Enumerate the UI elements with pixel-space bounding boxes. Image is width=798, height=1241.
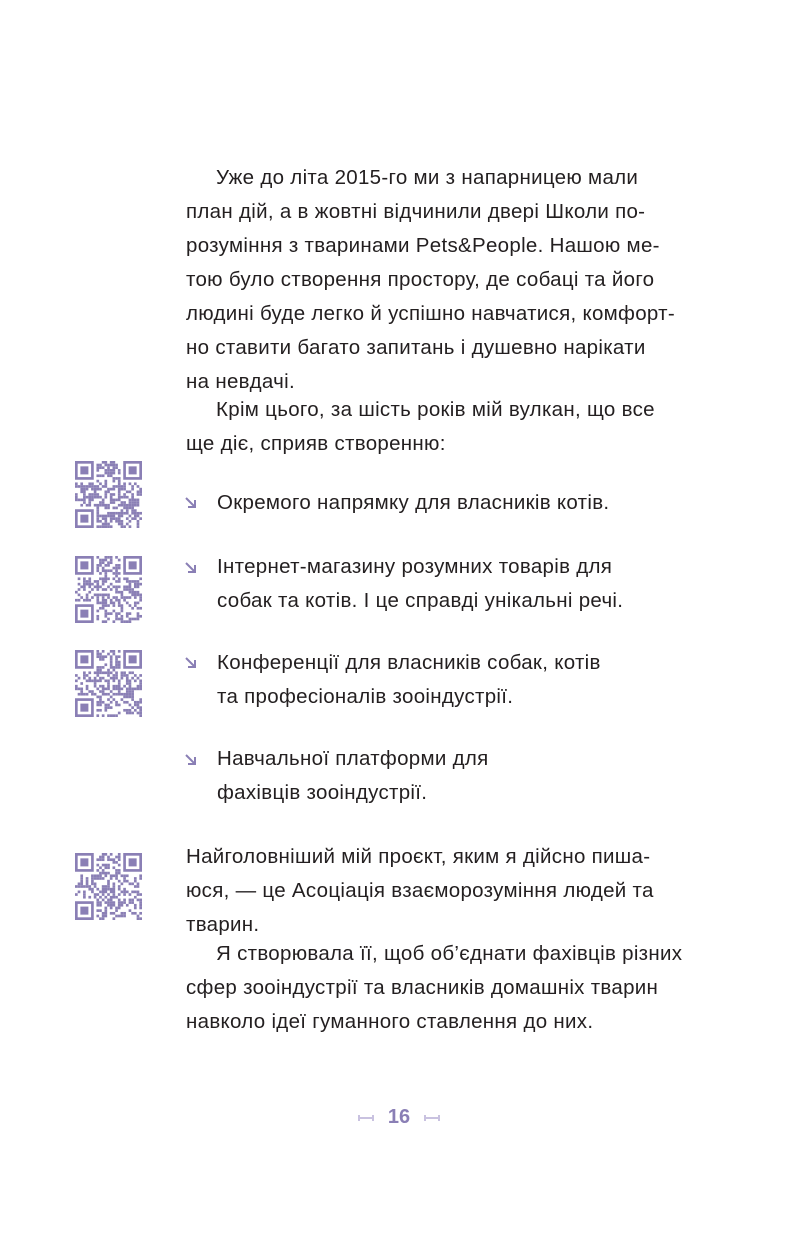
text-line: план дій, а в жовтні відчинили двері Школи по- bbox=[186, 200, 646, 223]
text-line: ще діє, сприяв створенню: bbox=[186, 432, 446, 455]
list-item-text: фахівців зооіндустрії. bbox=[217, 781, 428, 804]
list-item-text: Окремого напрямку для власників котів. bbox=[217, 491, 610, 514]
arrow-down-right-icon bbox=[184, 753, 198, 767]
list-item-text: Інтернет-магазину розумних товарів для bbox=[217, 555, 613, 578]
text-line: людині буде легко й успішно навчатися, комфорт- bbox=[186, 302, 675, 325]
qr-code-icon[interactable] bbox=[75, 650, 142, 717]
list-item-text: Навчальної платформи для bbox=[217, 747, 489, 770]
text-line: юся, — це Асоціація взаєморозуміння людей та bbox=[186, 879, 654, 902]
arrow-down-right-icon bbox=[184, 496, 198, 510]
text-line: розуміння з тваринами Pets&People. Нашою ме- bbox=[186, 234, 660, 257]
qr-code-icon[interactable] bbox=[75, 461, 142, 528]
bone-icon bbox=[358, 1114, 374, 1122]
text-line: Уже до літа 2015-го ми з напарницею мали bbox=[216, 166, 639, 189]
text-line: но ставити багато запитань і душевно нарікати bbox=[186, 336, 646, 359]
qr-code-icon[interactable] bbox=[75, 853, 142, 920]
text-line: навколо ідеї гуманного ставлення до них. bbox=[186, 1010, 594, 1033]
list-item-text: та професіоналів зооіндустрії. bbox=[217, 685, 514, 708]
page-number bbox=[0, 1106, 798, 1129]
arrow-down-right-icon bbox=[184, 656, 198, 670]
text-line: тварин. bbox=[186, 913, 260, 936]
arrow-down-right-icon bbox=[184, 561, 198, 575]
text-line: на невдачі. bbox=[186, 370, 295, 393]
list-item-text: Конференції для власників собак, котів bbox=[217, 651, 601, 674]
bone-icon bbox=[424, 1114, 440, 1122]
text-line: сфер зооіндустрії та власників домашніх тварин bbox=[186, 976, 659, 999]
text-line: Крім цього, за шість років мій вулкан, що все bbox=[216, 398, 655, 421]
text-line: тою було створення простору, де собаці та його bbox=[186, 268, 655, 291]
page-number-text: 16 bbox=[387, 1106, 411, 1129]
text-line: Найголовніший мій проєкт, яким я дійсно пиша- bbox=[186, 845, 651, 868]
text-line: Я створювала її, щоб об’єднати фахівців різних bbox=[216, 942, 683, 965]
list-item-text: собак та котів. І це справді унікальні речі. bbox=[217, 589, 624, 612]
qr-code-icon[interactable] bbox=[75, 556, 142, 623]
